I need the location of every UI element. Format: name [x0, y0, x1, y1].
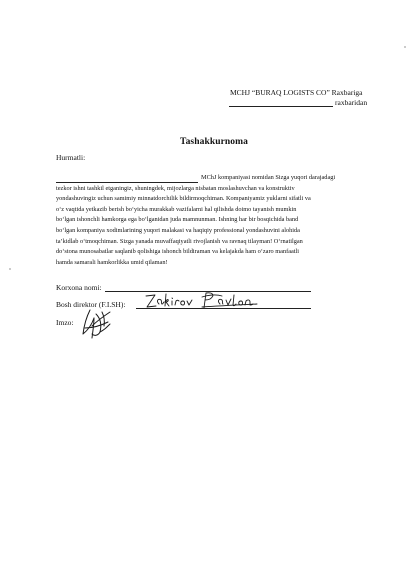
greeting: Hurmatli:	[56, 153, 86, 162]
sender-name-line	[229, 106, 333, 107]
director-name-handwriting	[142, 290, 272, 314]
body-line: o‘z vaqtida yetkazib berish bo‘yicha murakkab vazifalarni hal qilishda doimo tayanish mumkin	[56, 205, 297, 213]
scan-speck	[9, 268, 11, 270]
body-line: tezkor ishni tashkil etganingiz, shuningdek, mijozlarga nisbatan moslashuvchan va konstruktiv	[56, 184, 295, 192]
document-title: Tashakkurnoma	[180, 137, 249, 147]
body-line: bo‘lgan kompaniya xodimlarining yuqori malakasi va haqiqiy professional yondashuvini alohida	[56, 226, 300, 234]
body-line: MChJ kompaniyasi nomidan Sizga yuqori darajadagi	[201, 174, 336, 181]
company-label: Korxona nomi:	[56, 283, 102, 292]
body-line: hamda samarali hamkorlikka umid qilaman!	[56, 258, 168, 266]
recipient-suffix: raxbaridan	[335, 98, 368, 107]
signature-label: Imzo:	[56, 318, 74, 327]
body-line: ta’kidlab o‘tmoqchiman. Sizga yanada muvaffaqiyatli rivojlanish va ravnaq tilayman! O‘rnatilgan	[56, 237, 303, 245]
body-line: bo‘lgan ishonchli hamkorga ega bo‘lganidan juda mamnunman. Ishning har bir bosqichida band	[56, 216, 299, 224]
body-line: yondashuvingiz uchun samimiy minnatdorchilik bildirmoqchiman. Kompaniyamiz yuklarni sifatli va	[56, 195, 311, 203]
scan-speck	[404, 46, 406, 48]
recipient-org: MCHJ “BURAQ LOGISTS CO” Raxbariga	[230, 88, 363, 97]
signature-mark	[80, 306, 116, 342]
body-line: do‘stona munosabatlar saqlanib qolishiga ishonch bildiraman va kelajakda ham o‘zaro manfaatli	[56, 248, 300, 256]
director-label: Bosh direktor (F.I.SH):	[56, 300, 126, 309]
letter-body	[56, 173, 371, 268]
